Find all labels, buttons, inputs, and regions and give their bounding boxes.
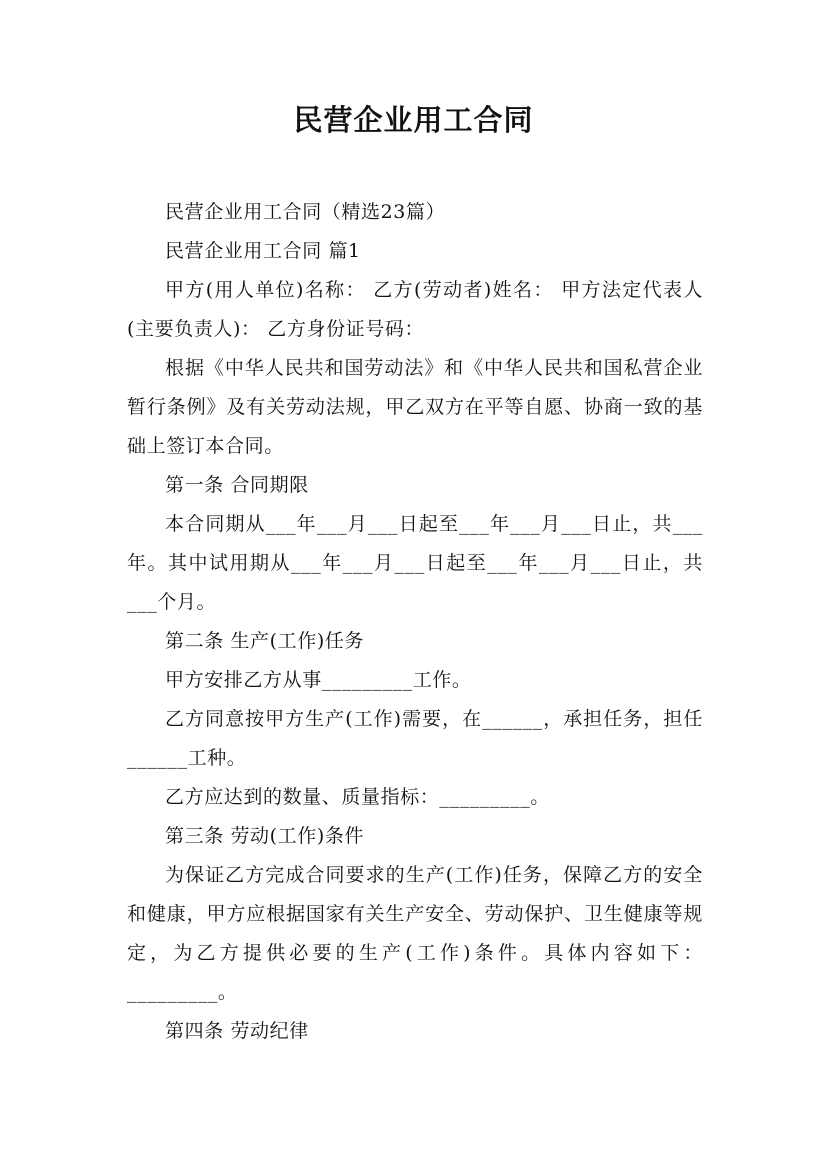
- article-2-heading: 第二条 生产(工作)任务: [165, 630, 365, 652]
- paragraph-section-heading: 民营企业用工合同 篇1: [165, 240, 361, 262]
- article-1-content: 本合同期从___年___月___日起至___年___月___日止，共___年。其中试用期从___年___月___日起至___年___月___日止，共___个月。: [127, 513, 703, 613]
- document-title: 民营企业用工合同: [293, 103, 534, 137]
- document-body: [127, 193, 703, 1051]
- paragraph-subtitle: 民营企业用工合同（精选23篇）: [165, 201, 446, 223]
- article-3-content: 为保证乙方完成合同要求的生产(工作)任务，保障乙方的安全和健康，甲方应根据国家有关生产安全、劳动保护、卫生健康等规定，为乙方提供必要的生产(工作)条件。具体内容如下：_________。: [127, 864, 703, 1003]
- article-2-content-2: 乙方同意按甲方生产(工作)需要，在______，承担任务，担任______工种。: [127, 708, 703, 769]
- article-1-heading: 第一条 合同期限: [165, 474, 309, 496]
- paragraph-parties: 甲方(用人单位)名称： 乙方(劳动者)姓名： 甲方法定代表人(主要负责人)： 乙方身份证号码：: [127, 279, 703, 340]
- article-2-content-1: 甲方安排乙方从事_________工作。: [165, 669, 472, 691]
- paragraph-basis: 根据《中华人民共和国劳动法》和《中华人民共和国私营企业暂行条例》及有关劳动法规，甲乙双方在平等自愿、协商一致的基础上签订本合同。: [127, 357, 703, 457]
- article-3-heading: 第三条 劳动(工作)条件: [165, 825, 365, 847]
- article-2-content-3: 乙方应达到的数量、质量指标：_________。: [165, 786, 550, 808]
- article-4-heading: 第四条 劳动纪律: [165, 1020, 309, 1042]
